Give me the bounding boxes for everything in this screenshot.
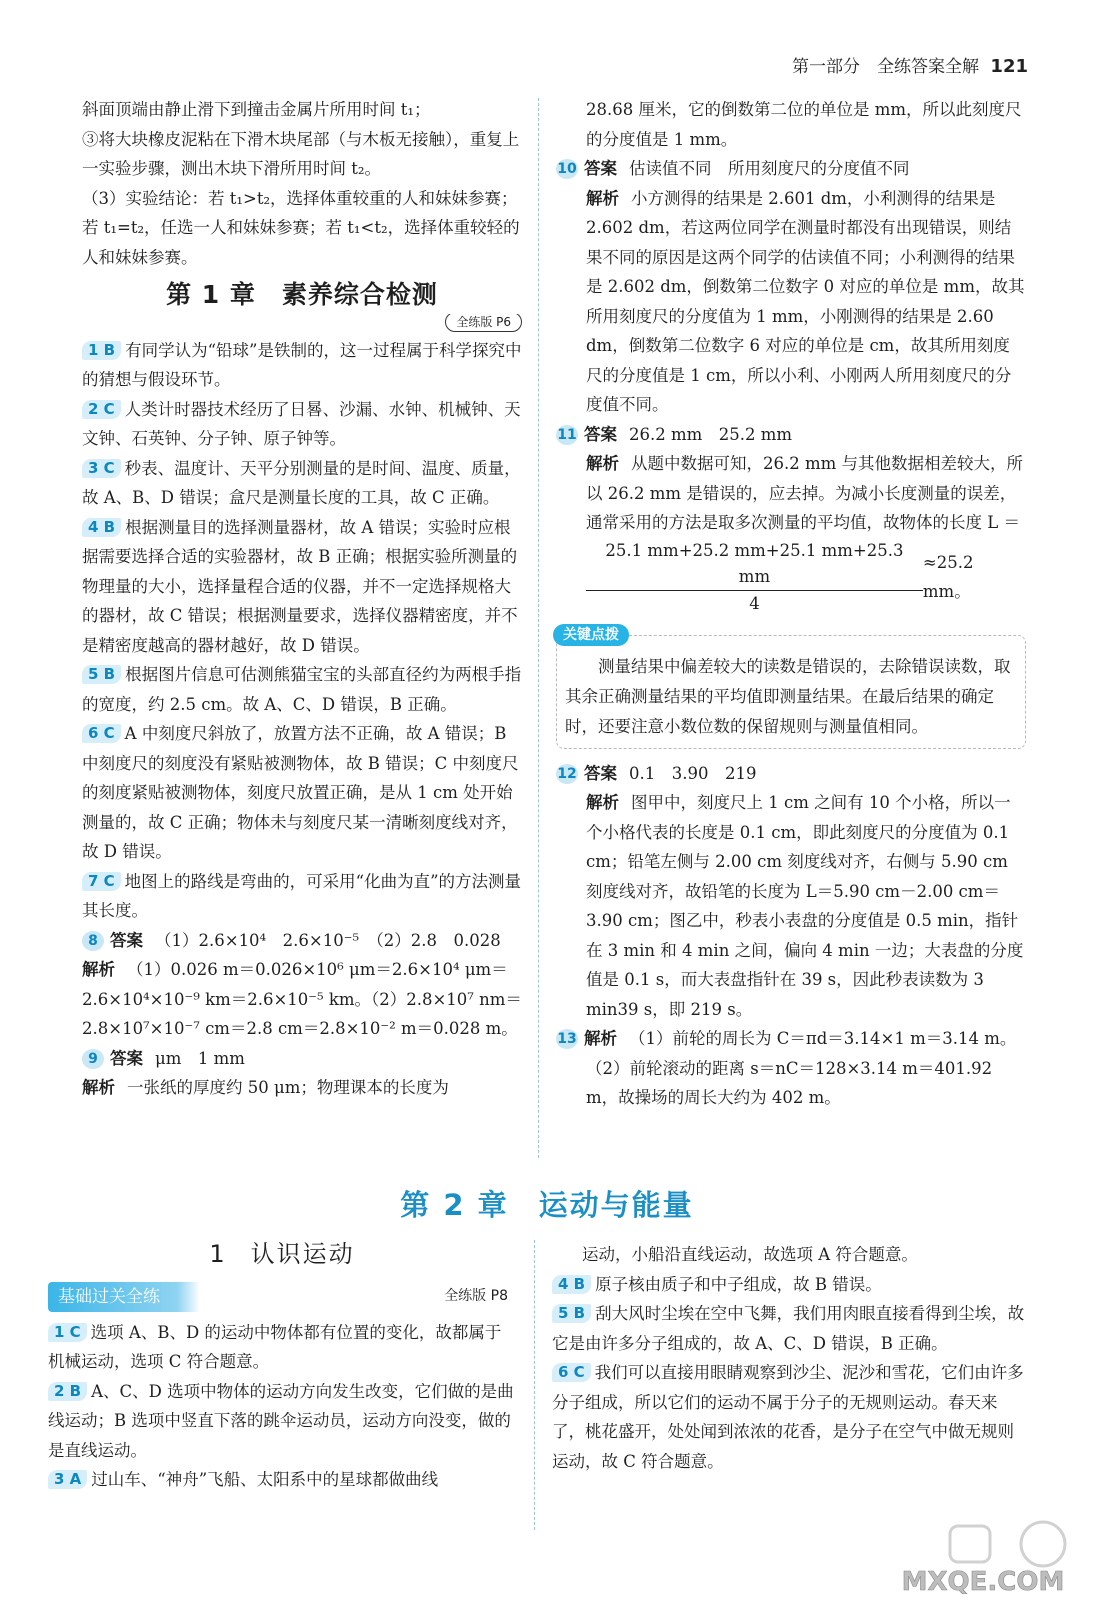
paragraph: 运动，小船沿直线运动，故选项 A 符合题意。 [582, 1245, 918, 1264]
answer-badge: 3 C [82, 459, 121, 478]
answer-badge: 3 A [48, 1470, 87, 1489]
analysis-text: 从题中数据可知，26.2 mm 与其他数据相差较大，所以 26.2 mm 是错误的，应去掉。为减小长度测量的误差，通常采用的方法是取多次测量的平均值，故物体的长度 L ＝ [586, 454, 1024, 532]
practice-header [48, 1282, 516, 1312]
key-point-tag: 关键点拨 [553, 624, 629, 646]
answer-item [82, 336, 522, 395]
column-divider-bottom [534, 1240, 535, 1530]
question-number: 11 [557, 426, 577, 443]
section-number: 1 [209, 1240, 227, 1268]
answer-text: 原子核由质子和中子组成，故 B 错误。 [595, 1274, 882, 1294]
analysis-text: 图甲中，刻度尺上 1 cm 之间有 10 个小格，所以一个小格代表的长度是 0.1 cm，即此刻度尺的分度值为 0.1 cm；铅笔左侧与 2.00 cm 刻度线对齐，右侧与 5.90 cm 刻度线对齐，故铅笔的长度为 L＝5.90 cm－2.00 cm＝3.90 cm；图乙中，秒表小表盘的分度值是 0.5 min，指针在 3 min 和 4 min 之间，偏向 4 min 一边；大表盘的分度值是 0.1 s，而大表盘指针在 39 s，因此秒表读数为 3 min39 s，即 219 s。 [586, 793, 1024, 1019]
chapter1-title [82, 280, 522, 310]
answer-item [82, 395, 522, 454]
question-number: 8 [82, 931, 104, 951]
key-point-box [556, 626, 1026, 749]
paragraph: 斜面顶端由静止滑下到撞击金属片所用时间 t₁； [82, 100, 431, 119]
analysis-label: 解析 [586, 454, 619, 473]
question-10 [556, 154, 1026, 184]
question-9 [82, 1044, 522, 1074]
analysis-label: 解析 [586, 188, 619, 208]
answer-label: 答案 [110, 1048, 143, 1068]
chapter2-number: 第 2 章 [400, 1188, 509, 1222]
answer-text: 刮大风时尘埃在空中飞舞，我们用肉眼直接看得到尘埃，故它是由许多分子组成的，故 A、C、D 错误，B 正确。 [552, 1304, 1025, 1353]
right-column-top [556, 95, 1026, 1113]
analysis [556, 449, 1026, 538]
question-13 [556, 1024, 1026, 1054]
fraction [586, 538, 923, 617]
fraction-numerator: 25.1 mm+25.2 mm+25.1 mm+25.3 mm [586, 538, 923, 591]
answer-badge: 4 B [552, 1275, 591, 1294]
analysis-text: 小方测得的结果是 2.601 dm，小利测得的结果是 2.602 dm，若这两位同学在测量时都没有出现错误，则结果不同的原因是这两个同学的估读值不同；小利测得的结果是 2.602 dm，倒数第二位数字 0 对应的单位是 mm，故其所用刻度尺的分度值为 1 mm，小刚测得的结果是 2.60 dm，倒数第二位数字 6 对应的单位是 cm，故其所用刻度尺的分度值是 1 cm，所以小利、小刚两人所用刻度尺的分度值不同。 [586, 188, 1025, 414]
answer-label: 答案 [110, 930, 143, 950]
answer-item [48, 1318, 516, 1377]
average-formula [556, 538, 1026, 617]
answer-badge: 6 C [552, 1363, 591, 1382]
answer-item [82, 867, 522, 926]
answer-badge: 4 B [82, 518, 121, 537]
answer-badge: 1 B [82, 341, 121, 360]
answer-item [82, 454, 522, 513]
answer-text: 0.1 3.90 219 [629, 763, 757, 783]
analysis-label: 解析 [584, 1029, 617, 1048]
answer-text: A、C、D 选项中物体的运动方向发生改变，它们做的是曲线运动；B 选项中竖直下落的跳伞运动员，运动方向没变，做的是直线运动。 [48, 1381, 514, 1460]
answer-text: 人类计时器技术经历了日晷、沙漏、水钟、机械钟、天文钟、石英钟、分子钟、原子钟等。 [82, 399, 521, 448]
left-column-top [82, 95, 522, 1103]
answer-text: 估读值不同 所用刻度尺的分度值不同 [629, 159, 910, 178]
page-number: 121 [990, 56, 1028, 77]
chapter2-title [0, 1183, 1094, 1224]
answer-label: 答案 [584, 424, 617, 444]
answer-badge: 6 C [82, 724, 121, 743]
right-column-bottom [552, 1240, 1026, 1476]
edition-tag: 全练版 P6 [445, 314, 522, 332]
answer-badge: 2 C [82, 400, 121, 419]
answer-item [552, 1358, 1026, 1476]
question-11 [556, 420, 1026, 450]
column-divider-top [538, 98, 539, 1158]
analysis-label: 解析 [82, 1078, 115, 1097]
practice-edition: 全练版 P8 [444, 1287, 508, 1304]
answer-label: 答案 [584, 763, 617, 783]
answer-badge: 5 B [552, 1304, 591, 1323]
answer-badge: 5 B [82, 665, 121, 684]
question-number: 10 [557, 161, 577, 177]
analysis-text: 一张纸的厚度约 50 μm；物理课本的长度为 [127, 1078, 449, 1097]
answer-text: μm 1 mm [155, 1048, 245, 1068]
analysis [556, 184, 1026, 420]
analysis-label: 解析 [82, 960, 115, 979]
answer-item [552, 1299, 1026, 1358]
answer-item [82, 719, 522, 867]
watermark-logo [888, 1516, 1078, 1596]
paragraph: （3）实验结论：若 t₁>t₂，选择体重较重的人和妹妹参赛；若 t₁=t₂，任选一人和妹妹参赛；若 t₁<t₂，选择体重较轻的人和妹妹参赛。 [82, 188, 520, 267]
question-8 [82, 926, 522, 956]
section-title [48, 1240, 516, 1270]
answer-text: A 中刻度尺斜放了，放置方法不正确，故 A 错误；B 中刻度尺的刻度没有紧贴被测物体，故 B 错误；C 中刻度尺的刻度紧贴被测物体，刻度尺放置正确，是从 1 cm 处开始测量的，故 C 正确；物体未与刻度尺某一清晰刻度线对齐，故 D 错误。 [82, 724, 519, 861]
answer-text: 过山车、“神舟”飞船、太阳系中的星球都做曲线 [91, 1470, 439, 1489]
practice-banner: 基础过关全练 [48, 1282, 200, 1312]
question-12 [556, 759, 1026, 789]
answer-text: 选项 A、B、D 的运动中物体都有位置的变化，故都属于机械运动，选项 C 符合题意。 [48, 1322, 502, 1371]
answer-text: 26.2 mm 25.2 mm [629, 424, 793, 444]
answer-badge: 2 B [48, 1382, 87, 1401]
left-column-bottom [48, 1240, 516, 1495]
chapter2-name: 运动与能量 [538, 1188, 694, 1222]
paragraph: ③将大块橡皮泥粘在下滑木块尾部（与木板无接触），重复上一实验步骤，测出木块下滑所用时间 t₂。 [82, 129, 520, 178]
question-number: 13 [557, 1031, 577, 1047]
question-number: 12 [557, 765, 577, 782]
header-title: 第一部分 全练答案全解 [792, 57, 980, 77]
analysis-label: 解析 [586, 793, 619, 812]
answer-text: 有同学认为“铅球”是铁制的，这一过程属于科学探究中的猜想与假设环节。 [82, 340, 522, 389]
answer-text: 秒表、温度计、天平分别测量的是时间、温度、质量，故 A、B、D 错误；盒尺是测量长度的工具，故 C 正确。 [82, 458, 521, 507]
answer-item [552, 1270, 1026, 1300]
chapter1-name: 素养综合检测 [281, 280, 438, 309]
answer-badge: 1 C [48, 1323, 87, 1342]
answer-item [48, 1377, 516, 1466]
fraction-denominator: 4 [749, 593, 760, 613]
answer-label: 答案 [584, 159, 617, 178]
answer-item [82, 660, 522, 719]
paragraph: 28.68 厘米，它的倒数第二位的单位是 mm，所以此刻度尺的分度值是 1 mm。 [586, 100, 1022, 149]
watermark-text: MXQE.COM [901, 1567, 1065, 1596]
analysis [82, 955, 522, 1044]
answer-badge: 7 C [82, 872, 121, 891]
answer-text: 我们可以直接用眼睛观察到沙尘、泥沙和雪花，它们由许多分子组成，所以它们的运动不属于分子的无规则运动。春天来了，桃花盛开，处处闻到浓浓的花香，是分子在空气中做无规则运动，故 C 符合题意。 [552, 1363, 1024, 1471]
answer-item [82, 513, 522, 661]
answer-item [48, 1465, 516, 1495]
analysis-text: （1）0.026 m＝0.026×10⁶ μm＝2.6×10⁴ μm＝2.6×10⁴×10⁻⁹ km＝2.6×10⁻⁵ km。（2）2.8×10⁷ nm＝2.8×10⁷×10⁻⁷ cm＝2.8 cm＝2.8×10⁻² m＝0.028 m。 [82, 960, 522, 1038]
question-number: 9 [82, 1049, 104, 1069]
answer-text: 根据测量目的选择测量器材，故 A 错误；实验时应根据需要选择合适的实验器材，故 B 正确；根据实验所测量的物理量的大小，选择量程合适的仪器，并不一定选择规格大的器材，故 C 错误；根据测量要求，选择仪器精密度，并不是精密度越高的器材越好，故 D 错误。 [82, 517, 518, 655]
page-header [792, 52, 1028, 77]
chapter1-number: 第 1 章 [166, 280, 256, 309]
analysis-text: （1）前轮的周长为 C＝πd＝3.14×1 m＝3.14 m。 [629, 1029, 1017, 1048]
fraction-result: ≈25.2 mm。 [922, 552, 974, 601]
key-point-text: 测量结果中偏差较大的读数是错误的，去除错误读数，取其余正确测量结果的平均值即测量结果。在最后结果的确定时，还要注意小数位数的保留规则与测量值相同。 [565, 656, 1011, 736]
analysis-text: （2）前轮滚动的距离 s＝nC＝128×3.14 m＝401.92 m，故操场的周长大约为 402 m。 [586, 1058, 993, 1107]
answer-text: （1）2.6×10⁴ 2.6×10⁻⁵ （2）2.8 0.028 [155, 930, 501, 950]
analysis [556, 788, 1026, 1024]
answer-text: 地图上的路线是弯曲的，可采用“化曲为直”的方法测量其长度。 [82, 871, 522, 920]
analysis [82, 1073, 522, 1103]
section-name: 认识运动 [250, 1240, 355, 1268]
answer-text: 根据图片信息可估测熊猫宝宝的头部直径约为两根手指的宽度，约 2.5 cm。故 A、C、D 错误，B 正确。 [82, 665, 522, 714]
